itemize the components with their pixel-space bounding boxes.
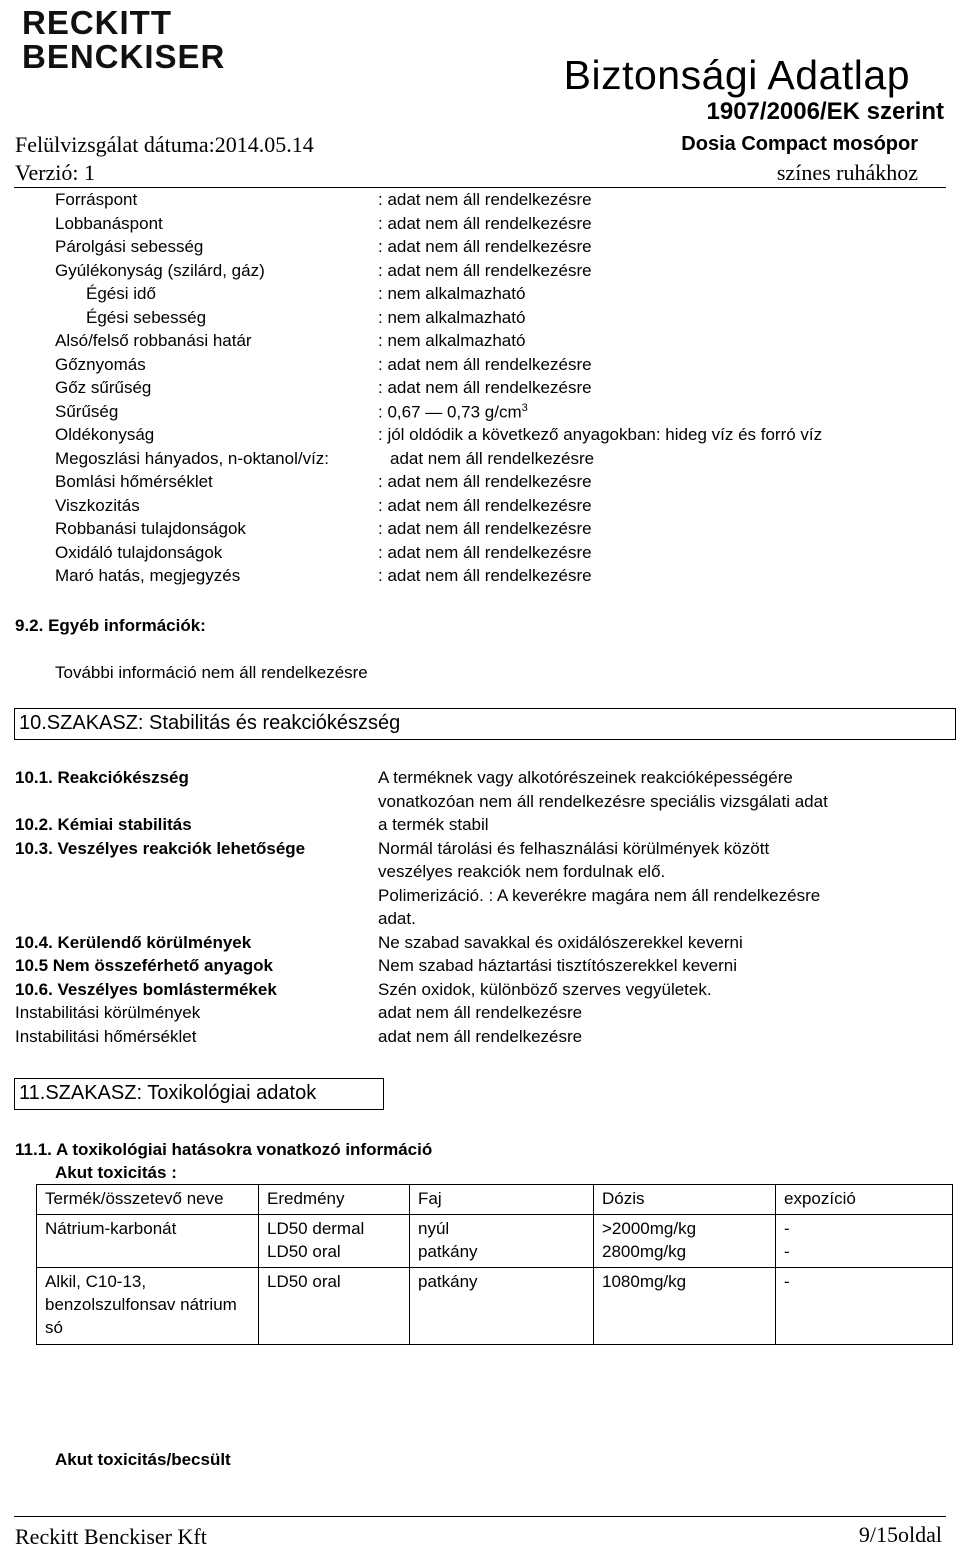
product-subtitle: színes ruhákhoz	[776, 160, 918, 185]
table-cell: LD50 oral	[259, 1268, 410, 1345]
section-10-row-value: adat nem áll rendelkezésre	[378, 1003, 583, 1022]
section-10-row-value: adat.	[378, 909, 416, 928]
property-value	[378, 190, 592, 210]
regulation-reference: 1907/2006/EK szerint	[706, 98, 944, 125]
table-row	[37, 1215, 953, 1268]
section-10-row-value: Szén oxidok, különböző szerves vegyületek.	[378, 979, 712, 999]
section-10-row-label: 10.6. Veszélyes bomlástermékek	[15, 979, 277, 999]
logo-line-1: RECKITT	[22, 4, 172, 41]
property-value	[378, 472, 592, 492]
property-label: Lobbanáspont	[55, 213, 163, 233]
property-label: Megoszlási hányados, n-oktanol/víz:	[55, 448, 330, 468]
property-label: Sűrűség	[55, 401, 119, 421]
property-value	[378, 425, 822, 445]
property-value-text: : adat nem áll rendelkezésre	[378, 378, 592, 397]
section-10-row-value: Ne szabad savakkal és oxidálószerekkel keverni	[378, 932, 743, 952]
property-value	[378, 308, 525, 328]
section-10-row-value: adat nem áll rendelkezésre	[378, 1026, 583, 1046]
section-10-row-label: 10.1. Reakciókészség	[15, 768, 189, 787]
property-label: Robbanási tulajdonságok	[55, 519, 246, 538]
property-label: Égési sebesség	[86, 307, 207, 327]
section-9-2-heading: 9.2. Egyéb információk:	[15, 616, 206, 635]
table-header-cell: Dózis	[594, 1185, 776, 1215]
section-10-row-value: A terméknek vagy alkotórészeinek reakcióképességére	[378, 768, 793, 787]
acute-toxicity-estimate-heading: Akut toxicitás/becsült	[55, 1450, 231, 1469]
property-value	[378, 402, 528, 423]
section-10-row-label: Instabilitási hőmérséklet	[15, 1026, 197, 1046]
property-value-text: : adat nem áll rendelkezésre	[378, 495, 592, 515]
property-label: Bomlási hőmérséklet	[55, 472, 213, 491]
section-11-header	[14, 1078, 384, 1110]
section-11-1-heading: 11.1. A toxikológiai hatásokra vonatkozó információ	[15, 1140, 433, 1159]
section-10-title: 10.SZAKASZ: Stabilitás és reakciókészség	[19, 712, 401, 734]
table-header-cell: expozíció	[776, 1185, 953, 1215]
property-value-text: : nem alkalmazható	[378, 307, 526, 327]
section-10-header	[14, 708, 956, 740]
section-10-row-value: Normál tárolási és felhasználási körülmények között	[378, 838, 770, 858]
property-value	[378, 519, 592, 539]
table-cell: Alkil, C10-13, benzolszulfonsav nátrium só	[37, 1268, 259, 1345]
table-header-row	[37, 1185, 953, 1215]
property-value-text: : nem alkalmazható	[378, 284, 526, 303]
property-value	[378, 284, 525, 304]
acute-toxicity-heading: Akut toxicitás :	[55, 1163, 177, 1182]
table-row	[37, 1268, 953, 1345]
property-label: Égési idő	[86, 284, 156, 303]
property-value-text: : adat nem áll rendelkezésre	[378, 472, 592, 491]
footer-divider	[14, 1516, 946, 1517]
logo-line-2: BENCKISER	[22, 38, 226, 75]
property-value	[378, 261, 592, 281]
header-divider	[14, 187, 946, 188]
table-cell: 1080mg/kg	[594, 1268, 776, 1345]
section-10-row-label: 10.3. Veszélyes reakciók lehetősége	[15, 838, 306, 858]
property-label: Gőz sűrűség	[55, 378, 152, 397]
property-value-superscript: 3	[521, 401, 528, 414]
property-value	[378, 496, 592, 516]
page-number: 9/15oldal	[858, 1522, 942, 1547]
property-value	[390, 449, 594, 469]
property-label: Oxidáló tulajdonságok	[55, 542, 223, 562]
property-label: Párolgási sebesség	[55, 237, 204, 256]
property-value	[378, 237, 592, 257]
table-cell: >2000mg/kg 2800mg/kg	[594, 1215, 776, 1268]
product-name: Dosia Compact mosópor	[681, 133, 918, 155]
table-cell: - -	[776, 1215, 953, 1268]
section-10-row-label: 10.2. Kémiai stabilitás	[15, 815, 192, 834]
property-label: Maró hatás, megjegyzés	[55, 566, 241, 585]
table-header-cell: Faj	[410, 1185, 594, 1215]
section-11-title: 11.SZAKASZ: Toxikológiai adatok	[19, 1082, 317, 1104]
section-9-2-text: További információ nem áll rendelkezésre	[55, 663, 368, 682]
property-value	[378, 566, 592, 586]
section-10-row-label: 10.4. Kerülendő körülmények	[15, 932, 252, 952]
toxicity-table	[36, 1184, 953, 1345]
property-value	[378, 355, 592, 375]
section-10-row-value: Polimerizáció. : A keverékre magára nem áll rendelkezésre	[378, 885, 821, 905]
property-value	[378, 543, 592, 563]
section-10-row-value: vonatkozóan nem áll rendelkezésre speciális vizsgálati adat	[378, 791, 828, 811]
section-10-row-label: 10.5 Nem összeférhető anyagok	[15, 956, 273, 975]
property-value	[378, 331, 525, 351]
table-cell: patkány	[410, 1268, 594, 1345]
property-value-text: : jól oldódik a következő anyagokban: hideg víz és forró víz	[378, 425, 823, 444]
revision-date: Felülvizsgálat dátuma:2014.05.14	[15, 132, 314, 157]
property-label: Alsó/felső robbanási határ	[55, 331, 252, 350]
property-value	[378, 378, 592, 398]
version-number: Verzió: 1	[15, 160, 96, 185]
property-value-text: : adat nem áll rendelkezésre	[378, 260, 592, 280]
section-10-row-value: veszélyes reakciók nem fordulnak elő.	[378, 862, 666, 881]
section-10-row-label: Instabilitási körülmények	[15, 1003, 201, 1022]
property-value-text: adat nem áll rendelkezésre	[390, 448, 595, 468]
property-value	[378, 214, 592, 234]
footer-company: Reckitt Benckiser Kft	[15, 1524, 207, 1549]
property-value-text: : adat nem áll rendelkezésre	[378, 190, 592, 209]
table-header-cell: Termék/összetevő neve	[37, 1185, 259, 1215]
property-value-text: : adat nem áll rendelkezésre	[378, 213, 592, 233]
table-cell: -	[776, 1268, 953, 1345]
table-cell: Nátrium-karbonát	[37, 1215, 259, 1268]
property-value-text: : 0,67 — 0,73 g/cm	[378, 402, 522, 422]
property-label: Gyúlékonyság (szilárd, gáz)	[55, 260, 265, 280]
table-header-cell: Eredmény	[259, 1185, 410, 1215]
table-cell: nyúl patkány	[410, 1215, 594, 1268]
document-title: Biztonsági Adatlap	[563, 52, 910, 98]
property-value-text: : adat nem áll rendelkezésre	[378, 542, 592, 562]
section-10-row-value: a termék stabil	[378, 815, 489, 834]
property-label: Gőznyomás	[55, 354, 146, 374]
property-value-text: : adat nem áll rendelkezésre	[378, 354, 592, 374]
property-value-text: : adat nem áll rendelkezésre	[378, 566, 592, 585]
property-label: Forráspont	[55, 190, 138, 209]
section-10-row-value: Nem szabad háztartási tisztítószerekkel keverni	[378, 956, 738, 975]
property-value-text: : adat nem áll rendelkezésre	[378, 519, 592, 538]
property-label: Viszkozitás	[55, 495, 140, 515]
company-logo	[22, 6, 225, 74]
property-value-text: : adat nem áll rendelkezésre	[378, 237, 592, 256]
table-cell: LD50 dermal LD50 oral	[259, 1215, 410, 1268]
property-label: Oldékonyság	[55, 425, 155, 444]
property-value-text: : nem alkalmazható	[378, 331, 526, 350]
